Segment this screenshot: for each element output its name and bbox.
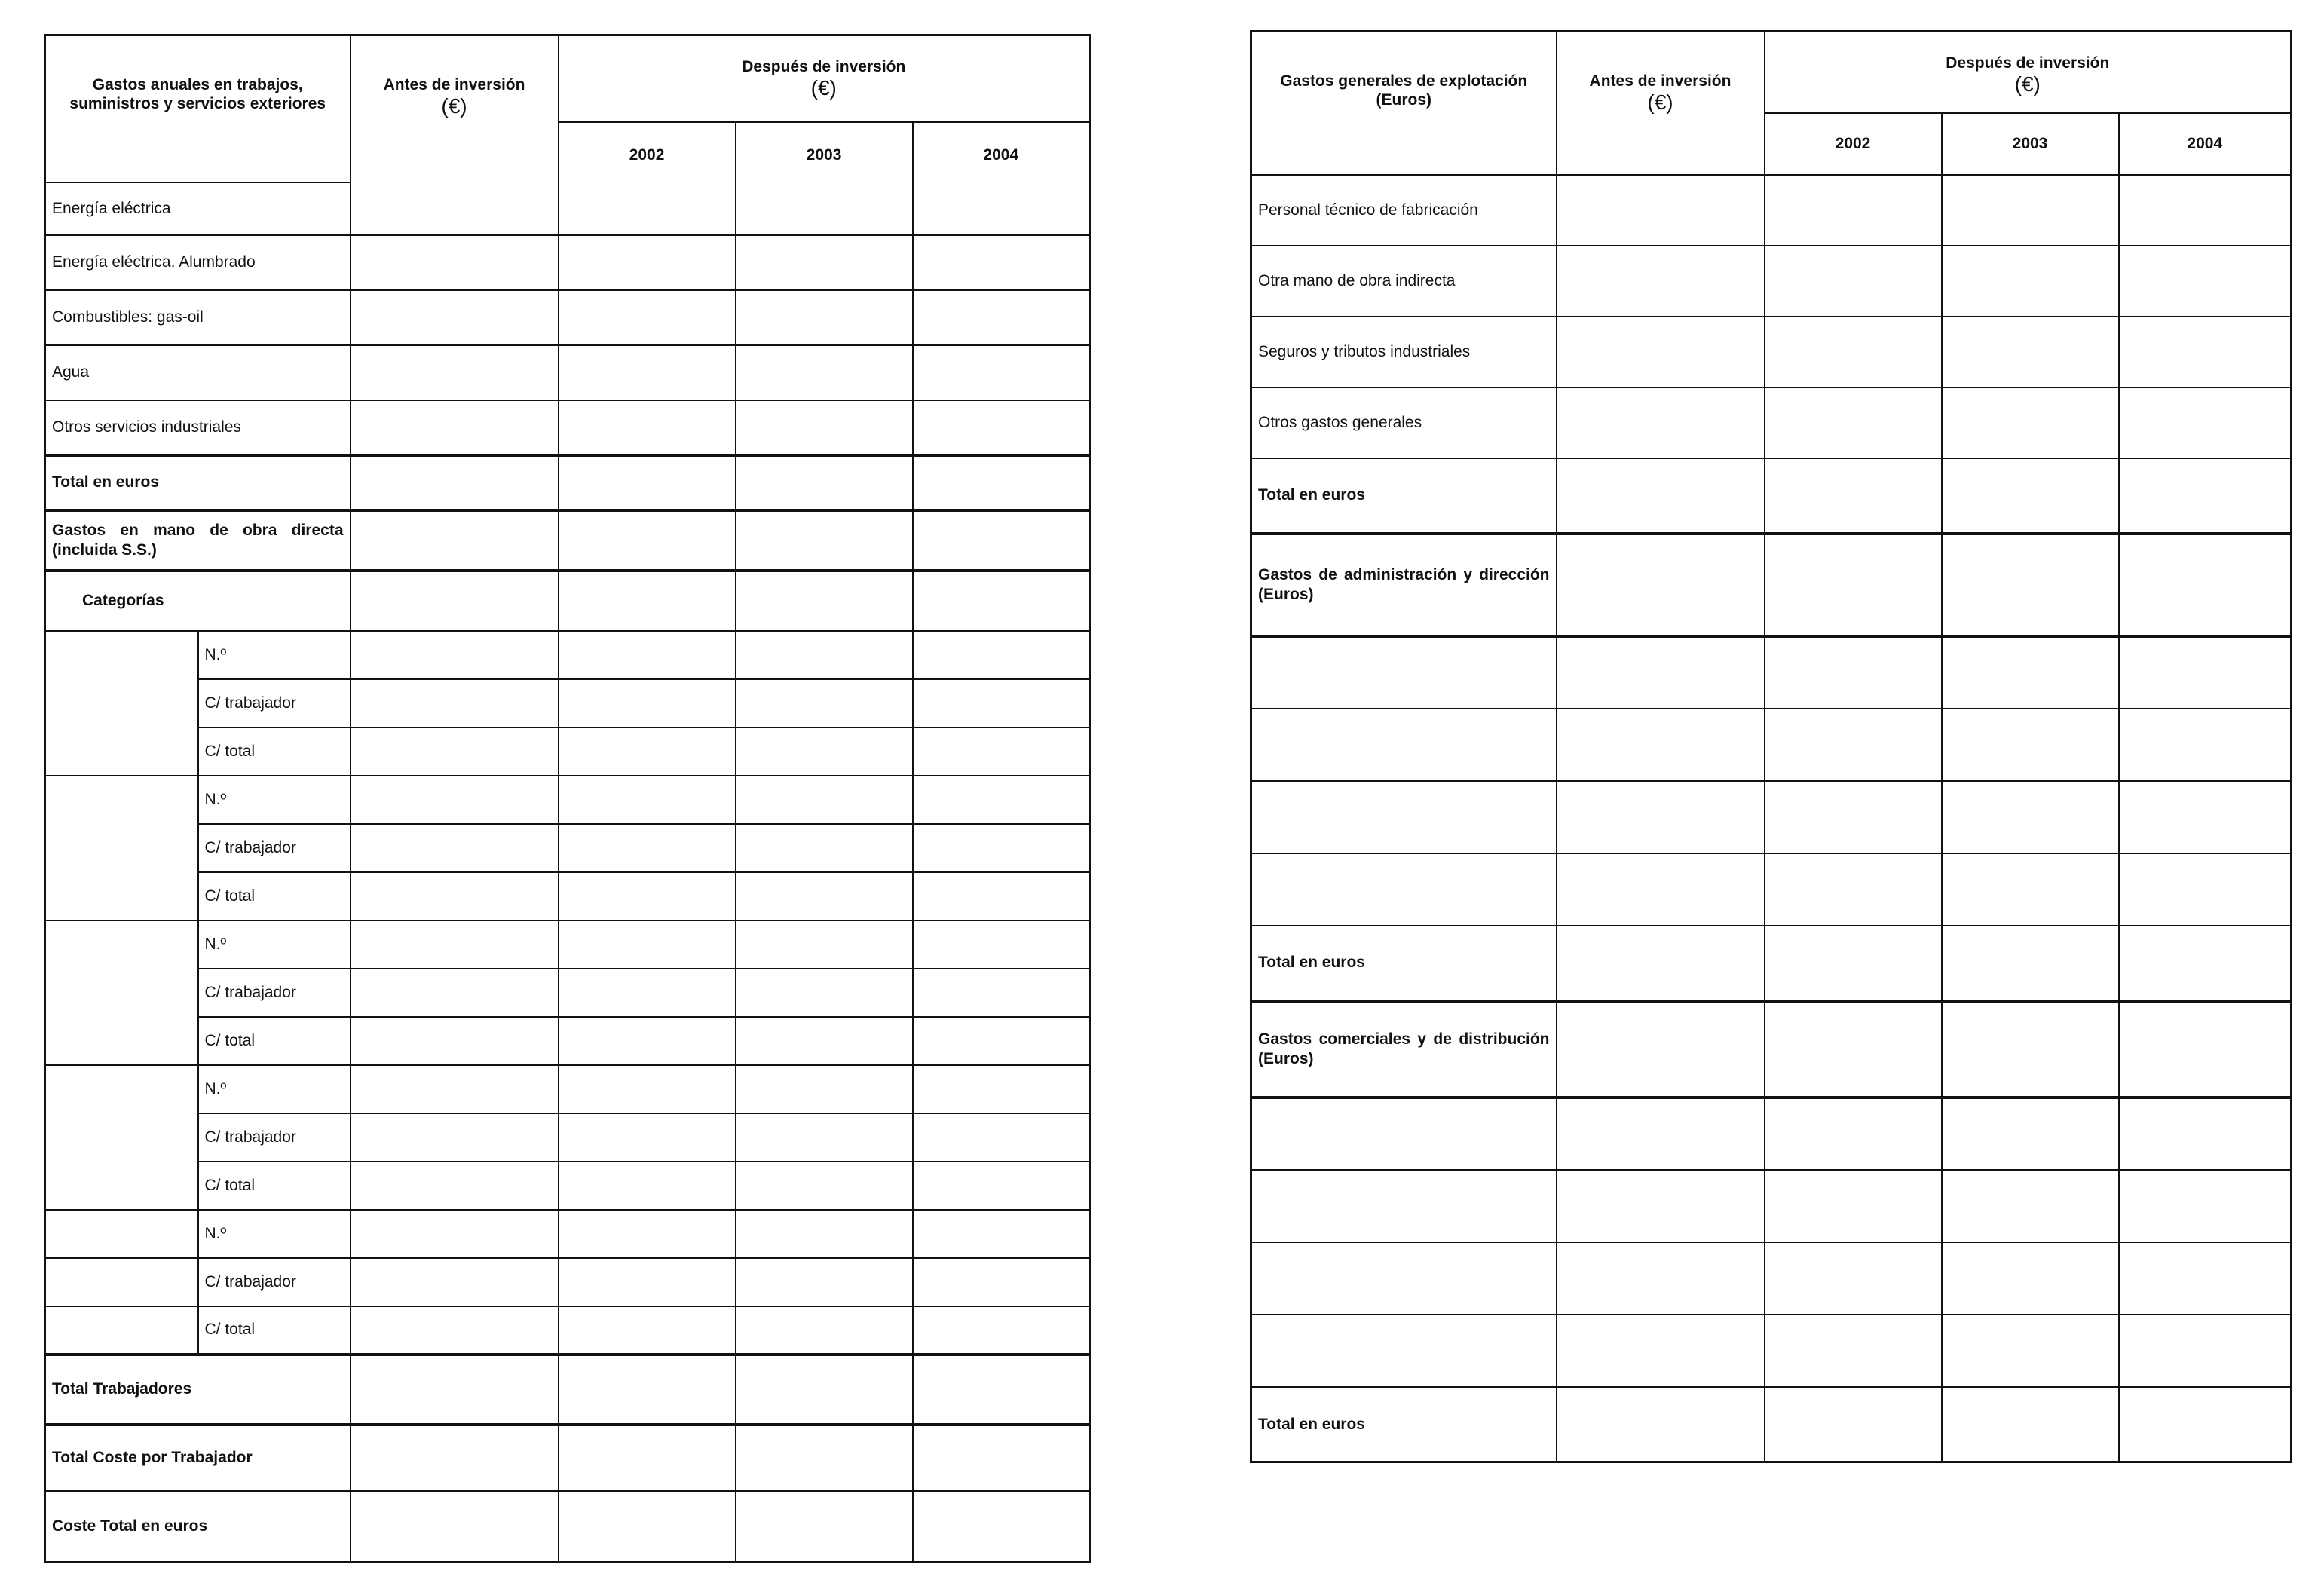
left-year-2002: 2002 [559,122,736,235]
admin-blank-2 [1251,709,1557,781]
category-2-trabajador: C/ trabajador [198,824,351,872]
category-5-total: C/ total [198,1306,351,1355]
right-row-otros-gastos: Otros gastos generales [1251,387,1557,458]
right-antes-header: Antes de inversión (€) [1557,32,1765,175]
left-row-energia: Energía eléctrica [45,182,351,235]
right-row-seguros: Seguros y tributos industriales [1251,317,1557,387]
category-cell-5b [45,1258,198,1306]
category-5-num: N.º [198,1210,351,1258]
admin-blank-3 [1251,781,1557,853]
comercial-blank-2 [1251,1170,1557,1242]
left-year-2004: 2004 [913,122,1090,235]
right-year-2003: 2003 [1942,113,2119,175]
left-year-2003: 2003 [736,122,913,235]
left-header-title: Gastos anuales en trabajos, suministros y servicios exteriores [45,35,351,182]
left-despues-header: Después de inversión (€) [559,35,1090,122]
category-1-num: N.º [198,631,351,679]
category-cell-5c [45,1306,198,1355]
left-antes-header: Antes de inversión (€) [351,35,559,235]
left-total-trabajadores: Total Trabajadores [45,1355,351,1425]
category-cell-3 [45,920,198,1065]
left-expense-table [44,34,1091,1563]
admin-blank-4 [1251,853,1557,926]
category-cell-5a [45,1210,198,1258]
left-row-otros: Otros servicios industriales [45,400,351,455]
right-row-otra-mano: Otra mano de obra indirecta [1251,246,1557,317]
category-5-trabajador: C/ trabajador [198,1258,351,1306]
category-2-num: N.º [198,776,351,824]
comercial-blank-3 [1251,1242,1557,1315]
right-despues-header: Después de inversión (€) [1765,32,2292,113]
right-year-2004: 2004 [2119,113,2292,175]
left-row-mano-obra: Gastos en mano de obra directa (incluida S.S.) [45,510,351,571]
left-row-categorias: Categorías [45,571,351,631]
left-coste-total: Coste Total en euros [45,1491,351,1563]
comercial-blank-1 [1251,1098,1557,1170]
right-year-2002: 2002 [1765,113,1942,175]
category-1-total: C/ total [198,727,351,776]
category-4-total: C/ total [198,1162,351,1210]
category-3-trabajador: C/ trabajador [198,969,351,1017]
category-4-trabajador: C/ trabajador [198,1113,351,1162]
comercial-blank-4 [1251,1315,1557,1387]
category-3-num: N.º [198,920,351,969]
category-2-total: C/ total [198,872,351,920]
right-expense-table [1250,30,2292,1463]
category-4-num: N.º [198,1065,351,1113]
right-row-total: Total en euros [1251,458,1557,534]
right-row-administracion: Gastos de administración y dirección (Euros) [1251,534,1557,636]
admin-blank-1 [1251,636,1557,709]
left-row-alumbrado: Energía eléctrica. Alumbrado [45,235,351,290]
category-1-trabajador: C/ trabajador [198,679,351,727]
category-3-total: C/ total [198,1017,351,1065]
right-row-personal: Personal técnico de fabricación [1251,175,1557,246]
right-header-title: Gastos generales de explotación (Euros) [1251,32,1557,175]
left-row-combustibles: Combustibles: gas-oil [45,290,351,345]
left-row-total: Total en euros [45,455,351,510]
category-cell-2 [45,776,198,920]
right-row-comercial: Gastos comerciales y de distribución (Euros) [1251,1001,1557,1098]
left-total-coste-trabajador: Total Coste por Trabajador [45,1425,351,1491]
left-row-agua: Agua [45,345,351,400]
category-cell-4 [45,1065,198,1210]
admin-total: Total en euros [1251,926,1557,1001]
comercial-total: Total en euros [1251,1387,1557,1462]
category-cell-1 [45,631,198,776]
